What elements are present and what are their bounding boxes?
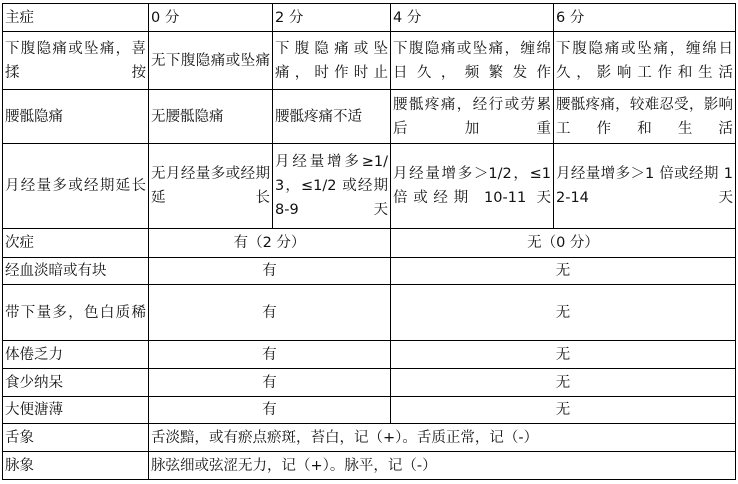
- main-row: [3, 32, 736, 90]
- scoring-table: [2, 3, 736, 480]
- yes-cell: 有: [149, 285, 391, 341]
- tongue-row: [3, 424, 736, 452]
- symptom-name: 下腹隐痛或坠痛，喜揉按: [3, 32, 149, 90]
- yes-cell: 有: [149, 341, 391, 369]
- score-6-cell: 腰骶疼痛，较难忍受，影响工作和生活: [554, 90, 736, 144]
- score-4-cell: 腰骶疼痛，经行或劳累后加重: [391, 90, 554, 144]
- header-row: [3, 4, 736, 32]
- secondary-yes-header: 有（2 分）: [149, 229, 391, 258]
- tongue-text: 舌淡黯，或有瘀点瘀斑，苔白，记（+）。舌质正常，记（-）: [149, 424, 736, 452]
- symptom-name: 大便溏薄: [3, 397, 149, 424]
- no-cell: 无: [391, 285, 736, 341]
- symptom-name: 月经量多或经期延长: [3, 144, 149, 229]
- yes-cell: 有: [149, 369, 391, 397]
- yes-cell: 有: [149, 397, 391, 424]
- symptom-name: 腰骶隐痛: [3, 90, 149, 144]
- no-cell: 无: [391, 341, 736, 369]
- tongue-label: 舌象: [3, 424, 149, 452]
- score-6-cell: 月经量增多＞1 倍或经期 12-14 天: [554, 144, 736, 229]
- secondary-no-header: 无（0 分）: [391, 229, 736, 258]
- main-row: [3, 144, 736, 229]
- symptom-name: 带下量多，色白质稀: [3, 285, 149, 341]
- secondary-header: 次症: [3, 229, 149, 258]
- secondary-row: [3, 341, 736, 369]
- main-row: [3, 90, 736, 144]
- score-2-cell: 下腹隐痛或坠痛，时作时止: [273, 32, 391, 90]
- header-score-4: 4 分: [391, 4, 554, 32]
- pulse-text: 脉弦细或弦涩无力，记（+）。脉平，记（-）: [149, 452, 736, 480]
- score-0-cell: 无腰骶隐痛: [149, 90, 273, 144]
- header-main: 主症: [3, 4, 149, 32]
- secondary-row: [3, 285, 736, 341]
- score-0-cell: 无月经量多或经期延长: [149, 144, 273, 229]
- no-cell: 无: [391, 258, 736, 285]
- score-2-cell: 月经量增多≥1/3，≤1/2 或经期 8-9 天: [273, 144, 391, 229]
- header-score-6: 6 分: [554, 4, 736, 32]
- score-2-cell: 腰骶疼痛不适: [273, 90, 391, 144]
- symptom-name: 经血淡暗或有块: [3, 258, 149, 285]
- score-0-cell: 无下腹隐痛或坠痛: [149, 32, 273, 90]
- secondary-row: [3, 369, 736, 397]
- yes-cell: 有: [149, 258, 391, 285]
- secondary-row: [3, 397, 736, 424]
- header-score-2: 2 分: [273, 4, 391, 32]
- pulse-row: [3, 452, 736, 480]
- no-cell: 无: [391, 369, 736, 397]
- header-score-0: 0 分: [149, 4, 273, 32]
- score-4-cell: 月经量增多＞1/2，≤1 倍或经期 10-11 天: [391, 144, 554, 229]
- symptom-name: 体倦乏力: [3, 341, 149, 369]
- secondary-header-row: [3, 229, 736, 258]
- no-cell: 无: [391, 397, 736, 424]
- pulse-label: 脉象: [3, 452, 149, 480]
- secondary-row: [3, 258, 736, 285]
- score-6-cell: 下腹隐痛或坠痛，缠绵日久，影响工作和生活: [554, 32, 736, 90]
- symptom-name: 食少纳呆: [3, 369, 149, 397]
- score-4-cell: 下腹隐痛或坠痛，缠绵日久，频繁发作: [391, 32, 554, 90]
